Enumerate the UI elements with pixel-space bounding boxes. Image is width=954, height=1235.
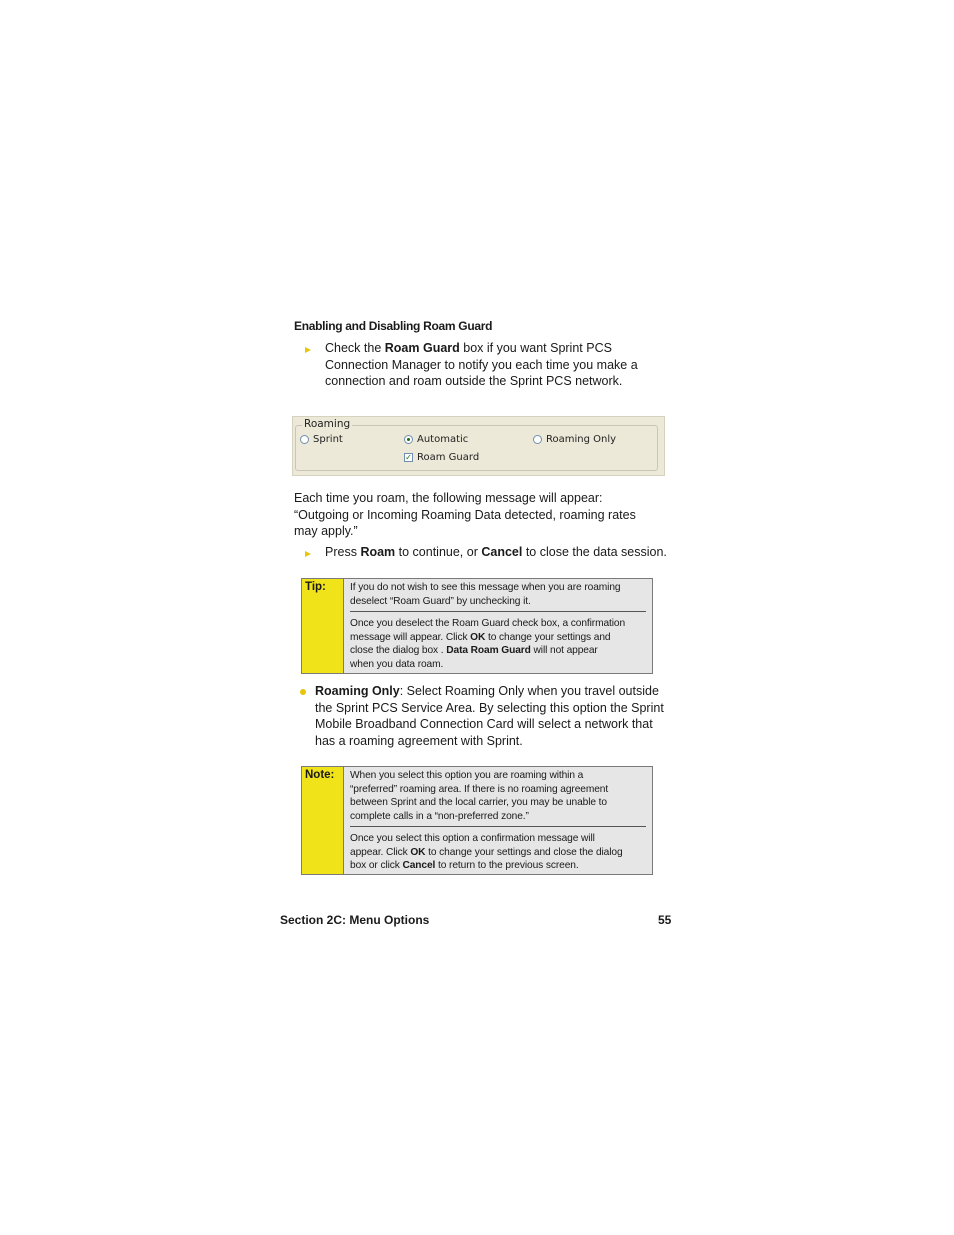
step1-text: Check the [325,341,385,355]
step1-line: Connection Manager to notify you each time you make a [325,357,638,372]
radio-automatic-label: Automatic [417,434,469,445]
tip-bold: OK [470,631,486,643]
radio-circle-icon [300,435,309,444]
tip-text: to change your settings and [485,631,611,643]
note-line: “preferred” roaming area. If there is no roaming agreement [350,783,609,795]
paragraph-line: Each time you roam, the following message will appear: [294,491,603,505]
roaming-group-box [295,418,658,471]
tip-line: If you do not wish to see this message when you are roaming [350,582,621,593]
note-line: When you select this option you are roaming within a [350,770,584,781]
note-line: between Sprint and the local carrier, you may be unable to [350,797,607,808]
paragraph-line: “Outgoing or Incoming Roaming Data detected, roaming rates [294,507,636,522]
step2-bold: Roam [360,545,396,559]
tip-box [301,578,653,674]
step2-bold: Cancel [481,545,523,559]
checkmark-icon: ✓ [405,453,412,462]
roaming-only-description [315,683,664,749]
tip-text: message will appear. Click [350,631,471,643]
radio-sprint-label: Sprint [313,434,343,445]
note-text: box or click [350,860,403,871]
circle-bullet-icon [300,689,306,695]
note-paragraph-2 [350,832,646,873]
tip-paragraph-1 [350,581,646,612]
roaming-settings-dialog [292,416,665,476]
bullet-line: the Sprint PCS Service Area. By selecting this option the Sprint [315,700,664,715]
step2-text: to close the data session. [522,545,667,559]
note-bold: Cancel [402,860,436,871]
step2-text: to continue, or [395,545,482,559]
step-check-roam-guard [325,340,638,390]
bullet-line: Mobile Broadband Connection Card will select a network that [315,717,653,732]
triangle-bullet-icon [305,551,311,557]
tip-line: when you data roam. [350,658,444,670]
checkbox-roam-guard[interactable] [404,452,479,463]
step1-text: box if you want Sprint PCS [459,341,612,355]
tip-bold: Data Roam Guard [446,645,531,656]
step1-bold: Roam Guard [384,341,460,355]
tip-text: close the dialog box . [350,645,447,656]
radio-automatic[interactable] [404,434,468,445]
checkbox-roam-guard-label: Roam Guard [417,452,480,463]
note-body [344,767,652,874]
tip-paragraph-2 [350,617,646,671]
paragraph-line: may apply.” [294,524,358,539]
footer-section-title: Section 2C: Menu Options [280,913,430,927]
triangle-bullet-icon [305,347,311,353]
footer-page-number: 55 [658,913,672,927]
note-paragraph-1 [350,769,646,827]
note-line: complete calls in a “non-preferred zone.” [350,810,529,822]
section-heading: Enabling and Disabling Roam Guard [294,319,493,333]
tip-body [344,579,652,673]
radio-selected-icon [404,435,413,444]
roam-message-paragraph [294,490,636,540]
step2-text: Press [325,545,361,559]
note-line: Once you select this option a confirmation message will [350,833,595,844]
note-text: appear. Click [350,846,411,858]
bullet-line: has a roaming agreement with Sprint. [315,733,523,748]
tip-text: will not appear [530,645,598,656]
tip-line: deselect “Roam Guard” by unchecking it. [350,595,531,607]
bullet-bold: Roaming Only [315,684,400,698]
radio-sprint[interactable] [300,434,343,445]
tip-line: Once you deselect the Roam Guard check box, a confirmation [350,618,626,629]
radio-circle-icon [533,435,542,444]
bullet-text: : Select Roaming Only when you travel outside [399,684,659,698]
note-text: to change your settings and close the dialog [425,846,623,858]
roaming-group-legend: Roaming [304,418,351,430]
tip-label: Tip: [302,579,344,673]
note-text: to return to the previous screen. [435,860,579,871]
radio-roaming-only[interactable] [533,434,616,445]
note-label: Note: [302,767,344,874]
radio-roaming-only-label: Roaming Only [546,434,617,445]
note-box [301,766,653,875]
step-press-roam [325,544,667,561]
step1-line: connection and roam outside the Sprint PCS network. [325,374,623,389]
note-bold: OK [410,846,426,858]
